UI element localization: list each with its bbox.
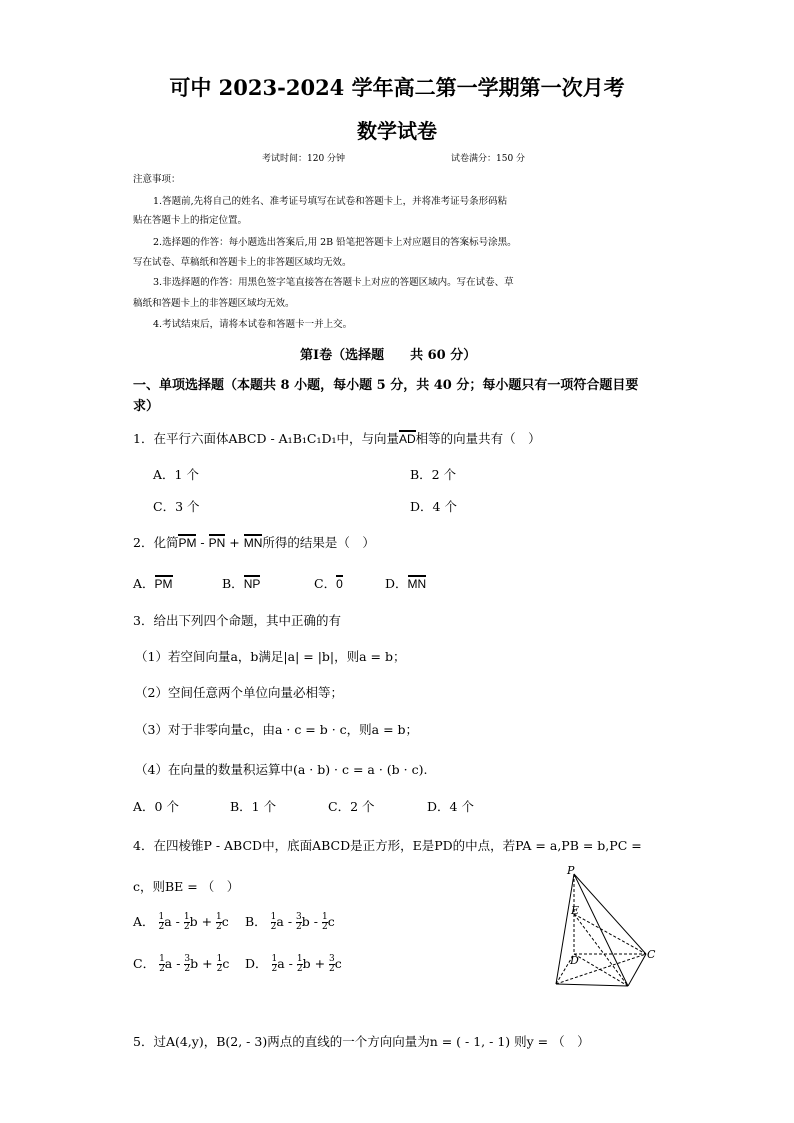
q3-option-a: A．0 个 [133, 799, 179, 814]
q3-item-2: （2）空间任意两个单位向量必相等； [135, 685, 343, 700]
q1-stem: 1．在平行六面体ABCD - A₁B₁C₁D₁中，与向量AD相等的向量共有（ ） [133, 431, 541, 446]
part1-heading-cont: 求） [133, 399, 160, 414]
q3-option-d: D．4 个 [427, 799, 474, 814]
edge-pc [574, 874, 646, 954]
pyramid-figure [540, 862, 670, 990]
q3-option-b: B．1 个 [230, 799, 277, 814]
part1-heading: 一、单项选择题（本题共 8 小题，每小题 5 分，共 40 分；每小题只有一项符合题目要 [133, 378, 639, 393]
q2-option-d: D．MN [385, 576, 427, 591]
vector-ad: AD [399, 432, 416, 446]
edge-bc [628, 954, 646, 986]
q4-option-d: D． $\frac{1}{2}$ a - $\frac{1}{2}$ b + $\frac{3}{2}$ c [245, 954, 342, 974]
q2-option-a: A．PM [133, 576, 173, 591]
note-line: 2.选择题的作答：每小题选出答案后,用 2B 铅笔把答题卡上对应题目的答案标号涂黑。 [153, 237, 517, 248]
q4-stem: 4．在四棱锥P - ABCD中，底面ABCD是正方形，E是PD的中点，若PA = a,PB = b,PC = [133, 838, 642, 853]
label-d: D [570, 954, 579, 967]
q1-option-c: C．3 个 [153, 499, 200, 514]
q2-stem: 2．化简PM - PN + MN所得的结果是（ ） [133, 535, 375, 550]
q3-item-1: （1）若空间向量a，b满足|a| = |b|，则a = b； [135, 649, 406, 664]
section-title: 第Ⅰ卷（选择题 共 60 分） [300, 348, 477, 363]
q1-option-d: D．4 个 [410, 499, 457, 514]
notes-heading: 注意事项： [133, 174, 181, 185]
q4-option-c: C． $\frac{1}{2}$ a - $\frac{3}{2}$ b + $\frac{1}{2}$ c [133, 954, 230, 974]
q1-option-a: A．1 个 [153, 467, 199, 482]
note-line: 1.答题前,先将自己的姓名、准考证号填写在试卷和答题卡上，并将准考证号条形码粘 [153, 196, 508, 207]
q2-option-b: B．NP [222, 576, 261, 591]
label-c: C [647, 948, 656, 961]
label-e: E [571, 904, 580, 917]
note-line: 写在试卷、草稿纸和答题卡上的非答题区域均无效。 [133, 257, 352, 268]
full-score: 试卷满分：150 分 [451, 154, 526, 164]
q1-option-b: B．2 个 [410, 467, 457, 482]
q3-option-c: C．2 个 [328, 799, 375, 814]
exam-time: 考试时间：120 分钟 [262, 154, 346, 164]
q4-stem-cont: c，则BE = （ ） [133, 879, 240, 894]
q5-stem: 5．过A(4,y)，B(2, - 3)两点的直线的一个方向向量为n = ( - 1, - 1) 则y = （ ） [133, 1034, 590, 1049]
note-line: 4.考试结束后，请将本试卷和答题卡一并上交。 [153, 319, 353, 330]
q3-item-3: （3）对于非零向量c，由a · c = b · c，则a = b； [135, 722, 419, 737]
note-line: 稿纸和答题卡上的非答题区域均无效。 [133, 298, 295, 309]
edge-ab [556, 984, 628, 986]
q3-stem: 3．给出下列四个命题，其中正确的有 [133, 613, 341, 628]
q2-option-c: C．0 [314, 576, 343, 591]
q4-option-b: B． $\frac{1}{2}$ a - $\frac{3}{2}$ b - $\frac{1}{2}$ c [245, 912, 335, 932]
q4-option-a: A． $\frac{1}{2}$ a - $\frac{1}{2}$ b + $\frac{1}{2}$ c [133, 912, 229, 932]
exam-subtitle: 数学试卷 [357, 119, 437, 143]
note-line: 贴在答题卡上的指定位置。 [133, 215, 248, 226]
label-p: P [567, 864, 575, 877]
exam-title: 可中 2023-2024 学年高二第一学期第一次月考 [169, 75, 625, 100]
edge-pa [556, 874, 574, 984]
q3-item-4: （4）在向量的数量积运算中(a · b) · c = a · (b · c). [135, 762, 428, 777]
note-line: 3.非选择题的作答：用黑色签字笔直接答在答题卡上对应的答题区域内。写在试卷、草 [153, 277, 514, 288]
